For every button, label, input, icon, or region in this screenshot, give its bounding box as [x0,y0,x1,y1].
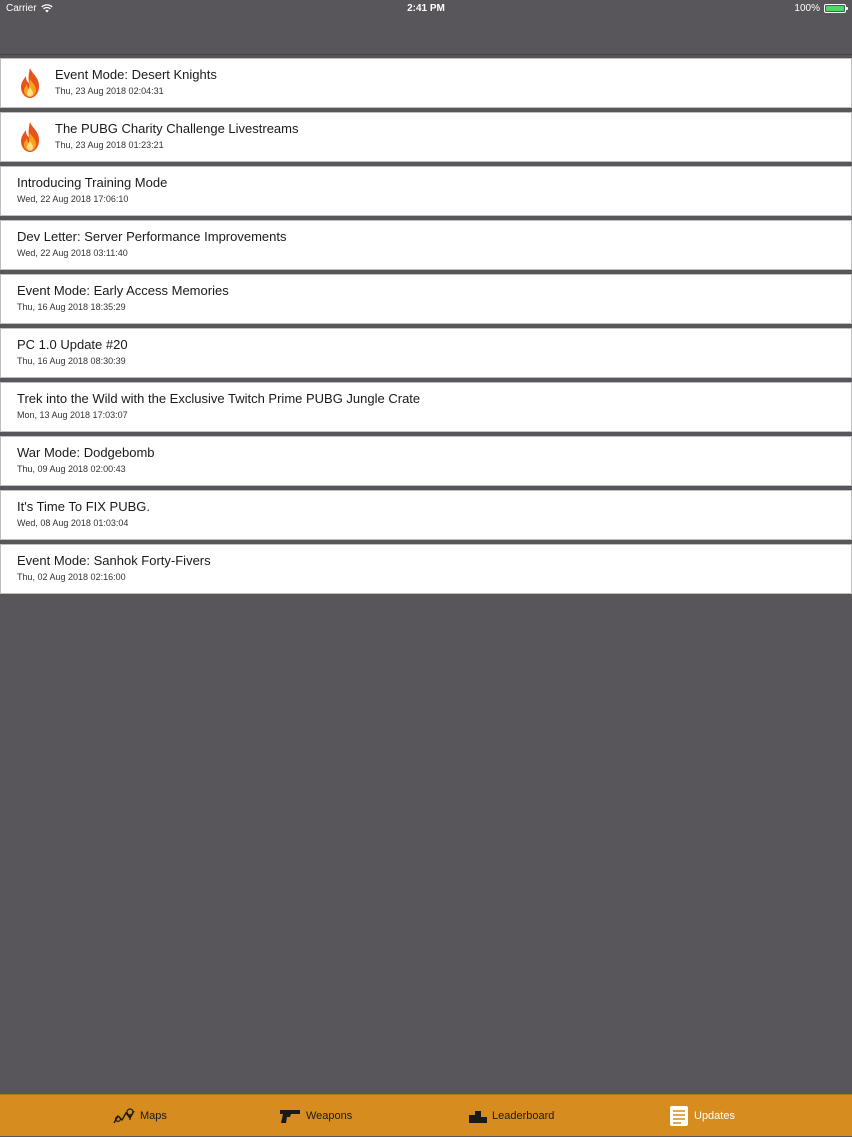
feed-item-date: Wed, 22 Aug 2018 03:11:40 [17,248,128,258]
feed-item-date: Wed, 22 Aug 2018 17:06:10 [17,194,129,204]
feed-item[interactable] [0,436,852,486]
feed-item[interactable] [0,166,852,216]
feed-item-title: Event Mode: Sanhok Forty-Fivers [17,553,211,568]
feed-item-title: The PUBG Charity Challenge Livestreams [55,121,299,136]
feed-item-date: Thu, 09 Aug 2018 02:00:43 [17,464,126,474]
pistol-icon [279,1108,301,1124]
feed-item-title: Event Mode: Early Access Memories [17,283,229,298]
feed-item[interactable] [0,220,852,270]
feed-item-date: Thu, 16 Aug 2018 18:35:29 [17,302,126,312]
feed-item[interactable] [0,544,852,594]
feed-item-title: Dev Letter: Server Performance Improvements [17,229,287,244]
tab-leaderboard[interactable] [469,1095,554,1137]
feed-item-title: It's Time To FIX PUBG. [17,499,150,514]
document-icon [669,1105,689,1127]
feed-item-title: PC 1.0 Update #20 [17,337,128,352]
tab-weapons[interactable] [279,1095,352,1137]
status-time: 2:41 PM [407,3,445,14]
navigation-bar [0,18,852,55]
tab-maps-label: Maps [140,1110,167,1122]
tab-leaderboard-label: Leaderboard [492,1110,555,1122]
feed-item[interactable] [0,382,852,432]
battery-icon [824,4,846,13]
news-feed-list[interactable] [0,58,852,598]
feed-item-date: Mon, 13 Aug 2018 17:03:07 [17,410,128,420]
battery-percent: 100% [794,3,820,14]
feed-item[interactable] [0,490,852,540]
tab-bar [0,1094,852,1136]
tab-updates[interactable] [669,1095,735,1137]
feed-item[interactable] [0,274,852,324]
feed-item-date: Thu, 16 Aug 2018 08:30:39 [17,356,126,366]
tab-updates-label: Updates [694,1110,735,1122]
feed-item[interactable] [0,112,852,162]
status-bar [0,0,852,18]
battery-indicator [794,3,846,14]
flame-icon [17,121,43,153]
feed-item-date: Thu, 02 Aug 2018 02:16:00 [17,572,126,582]
feed-item-title: Introducing Training Mode [17,175,168,190]
feed-item-title: Trek into the Wild with the Exclusive Twitch Prime PUBG Jungle Crate [17,391,421,406]
feed-item-title: Event Mode: Desert Knights [55,67,217,82]
carrier-label: Carrier [6,3,37,14]
feed-item-date: Thu, 23 Aug 2018 01:23:21 [55,140,164,150]
feed-item[interactable] [0,328,852,378]
flame-icon [17,67,43,99]
feed-item-date: Wed, 08 Aug 2018 01:03:04 [17,518,129,528]
map-icon [113,1107,135,1125]
podium-icon [469,1109,487,1123]
feed-item-date: Thu, 23 Aug 2018 02:04:31 [55,86,164,96]
feed-item[interactable] [0,58,852,108]
feed-item-title: War Mode: Dodgebomb [17,445,155,460]
tab-weapons-label: Weapons [306,1110,353,1122]
tab-maps[interactable] [113,1095,167,1137]
